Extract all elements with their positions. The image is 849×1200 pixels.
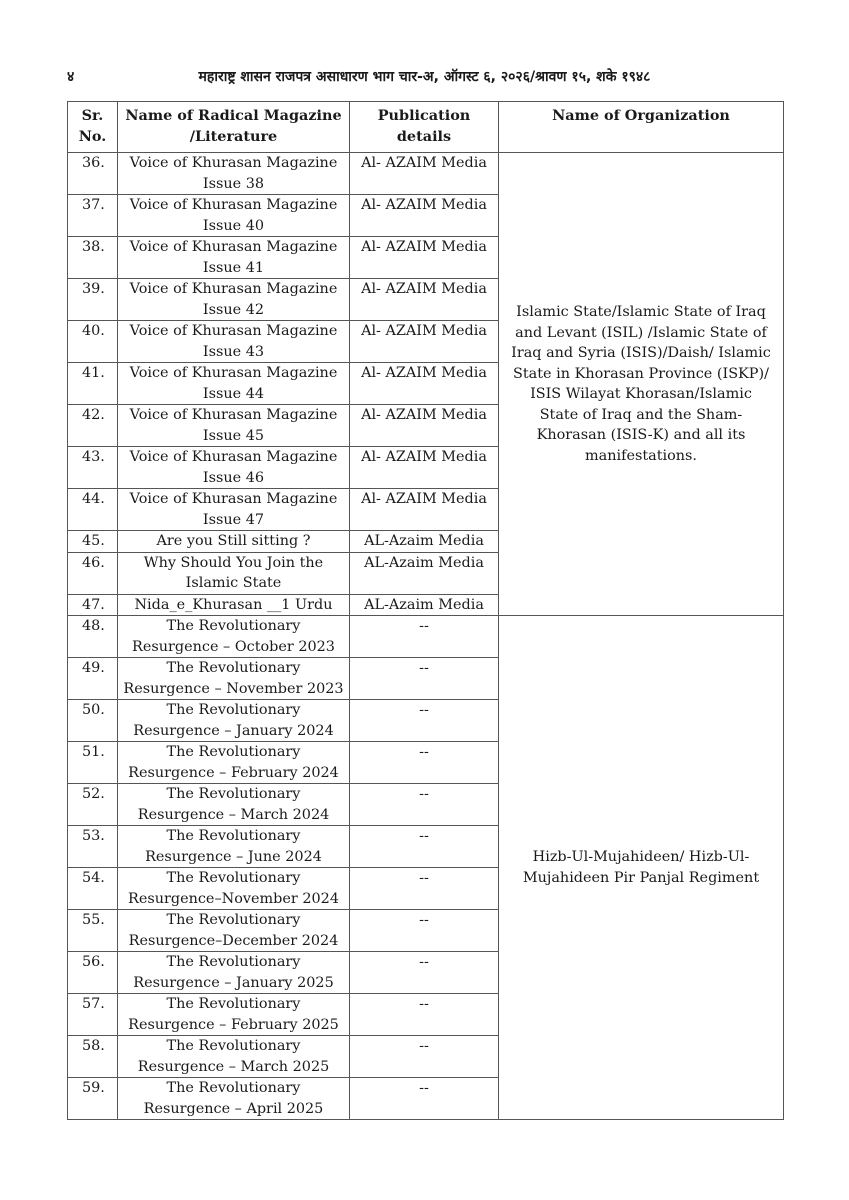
- publication-cell: --: [350, 784, 499, 826]
- magazine-name-cell: The Revolutionary Resurgence – November 2023: [118, 658, 350, 700]
- magazine-name-cell: Voice of Khurasan Magazine Issue 46: [118, 447, 350, 489]
- magazine-name-cell: Voice of Khurasan Magazine Issue 47: [118, 489, 350, 531]
- organization-cell: Islamic State/Islamic State of Iraq and Levant (ISIL) /Islamic State of Iraq and Syria (ISIS)/Daish/ Islamic State in Khorasan Province (ISKP)/ ISIS Wilayat Khorasan/Islamic State of Iraq and the Sham-Khorasan (ISIS-K) and all its manifestations.: [499, 153, 784, 616]
- radical-literature-table: [67, 101, 784, 1120]
- sr-no-cell: 41.: [68, 363, 118, 405]
- sr-no-cell: 48.: [68, 616, 118, 658]
- sr-no-cell: 43.: [68, 447, 118, 489]
- col-header-sr-no: Sr. No.: [68, 102, 118, 153]
- magazine-name-cell: Voice of Khurasan Magazine Issue 38: [118, 153, 350, 195]
- organization-cell: Hizb-Ul-Mujahideen/ Hizb-Ul-Mujahideen Pir Panjal Regiment: [499, 616, 784, 1120]
- sr-no-cell: 39.: [68, 279, 118, 321]
- sr-no-cell: 49.: [68, 658, 118, 700]
- magazine-name-cell: Voice of Khurasan Magazine Issue 44: [118, 363, 350, 405]
- magazine-name-cell: Are you Still sitting ?: [118, 531, 350, 553]
- magazine-name-cell: Voice of Khurasan Magazine Issue 43: [118, 321, 350, 363]
- magazine-name-cell: The Revolutionary Resurgence – February 2024: [118, 742, 350, 784]
- magazine-name-cell: The Revolutionary Resurgence – January 2025: [118, 952, 350, 994]
- sr-no-cell: 36.: [68, 153, 118, 195]
- magazine-name-cell: The Revolutionary Resurgence – October 2023: [118, 616, 350, 658]
- magazine-name-cell: Voice of Khurasan Magazine Issue 42: [118, 279, 350, 321]
- sr-no-cell: 47.: [68, 594, 118, 616]
- magazine-name-cell: Voice of Khurasan Magazine Issue 45: [118, 405, 350, 447]
- publication-cell: Al- AZAIM Media: [350, 489, 499, 531]
- publication-cell: --: [350, 826, 499, 868]
- table-body: [68, 153, 784, 1120]
- magazine-name-cell: Nida_e_Khurasan __1 Urdu: [118, 594, 350, 616]
- gazette-line: महाराष्ट्र शासन राजपत्र असाधारण भाग चार-अ, ऑगस्ट ६, २०२६/श्रावण १५, शके १९४८: [198, 69, 651, 85]
- sr-no-cell: 51.: [68, 742, 118, 784]
- col-header-organization: Name of Organization: [499, 102, 784, 153]
- magazine-name-cell: The Revolutionary Resurgence–November 2024: [118, 868, 350, 910]
- publication-cell: --: [350, 952, 499, 994]
- magazine-name-cell: The Revolutionary Resurgence – March 2025: [118, 1036, 350, 1078]
- page-header: [0, 64, 849, 92]
- publication-cell: --: [350, 616, 499, 658]
- col-header-publication: Publication details: [350, 102, 499, 153]
- magazine-name-cell: Why Should You Join the Islamic State: [118, 552, 350, 594]
- magazine-name-cell: Voice of Khurasan Magazine Issue 41: [118, 237, 350, 279]
- sr-no-cell: 53.: [68, 826, 118, 868]
- sr-no-cell: 52.: [68, 784, 118, 826]
- sr-no-cell: 46.: [68, 552, 118, 594]
- magazine-name-cell: The Revolutionary Resurgence – June 2024: [118, 826, 350, 868]
- publication-cell: --: [350, 1078, 499, 1120]
- publication-cell: AL-Azaim Media: [350, 531, 499, 553]
- publication-cell: AL-Azaim Media: [350, 552, 499, 594]
- publication-cell: Al- AZAIM Media: [350, 153, 499, 195]
- publication-cell: Al- AZAIM Media: [350, 447, 499, 489]
- sr-no-cell: 56.: [68, 952, 118, 994]
- publication-cell: Al- AZAIM Media: [350, 237, 499, 279]
- magazine-name-cell: Voice of Khurasan Magazine Issue 40: [118, 195, 350, 237]
- magazine-name-cell: The Revolutionary Resurgence–December 2024: [118, 910, 350, 952]
- sr-no-cell: 45.: [68, 531, 118, 553]
- publication-cell: --: [350, 742, 499, 784]
- publication-cell: --: [350, 994, 499, 1036]
- publication-cell: Al- AZAIM Media: [350, 279, 499, 321]
- col-header-magazine: Name of Radical Magazine /Literature: [118, 102, 350, 153]
- publication-cell: --: [350, 700, 499, 742]
- publication-cell: Al- AZAIM Media: [350, 405, 499, 447]
- sr-no-cell: 57.: [68, 994, 118, 1036]
- magazine-name-cell: The Revolutionary Resurgence – April 2025: [118, 1078, 350, 1120]
- sr-no-cell: 55.: [68, 910, 118, 952]
- sr-no-cell: 59.: [68, 1078, 118, 1120]
- sr-no-cell: 44.: [68, 489, 118, 531]
- publication-cell: --: [350, 1036, 499, 1078]
- page-number: ४: [67, 69, 75, 85]
- magazine-name-cell: The Revolutionary Resurgence – January 2024: [118, 700, 350, 742]
- publication-cell: Al- AZAIM Media: [350, 195, 499, 237]
- publication-cell: --: [350, 658, 499, 700]
- sr-no-cell: 54.: [68, 868, 118, 910]
- magazine-name-cell: The Revolutionary Resurgence – February 2025: [118, 994, 350, 1036]
- sr-no-cell: 40.: [68, 321, 118, 363]
- publication-cell: AL-Azaim Media: [350, 594, 499, 616]
- publication-cell: --: [350, 868, 499, 910]
- table-row: [68, 616, 784, 658]
- sr-no-cell: 37.: [68, 195, 118, 237]
- sr-no-cell: 58.: [68, 1036, 118, 1078]
- sr-no-cell: 38.: [68, 237, 118, 279]
- magazine-name-cell: The Revolutionary Resurgence – March 2024: [118, 784, 350, 826]
- sr-no-cell: 50.: [68, 700, 118, 742]
- publication-cell: --: [350, 910, 499, 952]
- publication-cell: Al- AZAIM Media: [350, 321, 499, 363]
- sr-no-cell: 42.: [68, 405, 118, 447]
- publication-cell: Al- AZAIM Media: [350, 363, 499, 405]
- table-row: [68, 153, 784, 195]
- table-header-row: [68, 102, 784, 153]
